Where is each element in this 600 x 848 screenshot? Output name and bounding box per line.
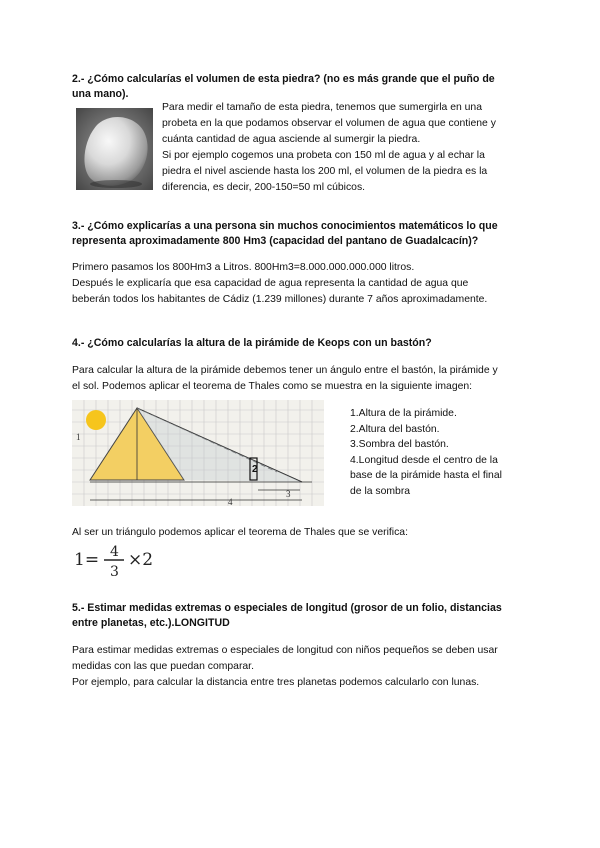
figure-label-4: 4 <box>228 497 233 506</box>
q5-answer: Para estimar medidas extremas o especiales de longitud con niños pequeños se deben usar medidas con las que puedan comparar. Por ejemplo, para calcular la distancia entre tres planetas podemos calcularlo con lunas. <box>72 645 498 688</box>
q4-thales-line: Al ser un triángulo podemos aplicar el teorema de Thales que se verifica: <box>72 527 408 538</box>
svg-text:1=: 1= <box>74 550 100 570</box>
figure-label-3: 3 <box>286 489 291 499</box>
q2-answer: Para medir el tamaño de esta piedra, tenemos que sumergirla en una probeta en la que podamos observar el volumen de agua que contiene y cuánta cantidad de agua asciende al sumergir la piedra. Si por ejemplo cogemos una probeta con 150 ml de agua y al echar la piedra el nivel asciende hasta los 200 ml, el volumen de la piedra es la diferencia, es decir, 200-150=50 ml cúbicos. <box>162 102 496 193</box>
svg-text:×2: ×2 <box>128 550 154 570</box>
q3-answer: Primero pasamos los 800Hm3 a Litros. 800Hm3=8.000.000.000.000 litros. Después le explicaría que esa capacidad de agua representa la cantidad de agua que beberán todos los habitantes de Cádiz (1.239 millones) durante 7 años aproximadamente. <box>72 262 488 305</box>
q2-title: 2.- ¿Cómo calcularías el volumen de esta piedra? (no es más grande que el puño de una mano). <box>72 73 495 100</box>
svg-text:4: 4 <box>110 544 119 560</box>
stone-photo <box>76 108 153 190</box>
q4-legend-list: 1.Altura de la pirámide. 2.Altura del bastón. 3.Sombra del bastón. 4.Longitud desde el centro de la base de la pirámide hasta el final de la sombra <box>350 408 502 497</box>
q5-title: 5.- Estimar medidas extremas o especiales de longitud (grosor de un folio, distancias entre planetas, etc.).LONGITUD <box>72 602 502 629</box>
q4-title: 4.- ¿Cómo calcularías la altura de la pirámide de Keops con un bastón? <box>72 337 432 349</box>
thales-formula <box>72 540 172 580</box>
figure-label-1: 1 <box>76 432 81 442</box>
figure-label-2: 2 <box>252 464 258 475</box>
svg-text:3: 3 <box>110 564 119 580</box>
pyramid-thales-figure <box>72 400 324 506</box>
q3-title: 3.- ¿Cómo explicarías a una persona sin muchos conocimientos matemáticos lo que representa aproximadamente 800 Hm3 (capacidad del pantano de Guadalcacín)? <box>72 220 498 247</box>
q4-intro: Para calcular la altura de la pirámide debemos tener un ángulo entre el bastón, la pirámide y el sol. Podemos aplicar el teorema de Thales como se muestra en la siguiente imagen: <box>72 365 498 392</box>
sun-icon <box>86 410 106 430</box>
